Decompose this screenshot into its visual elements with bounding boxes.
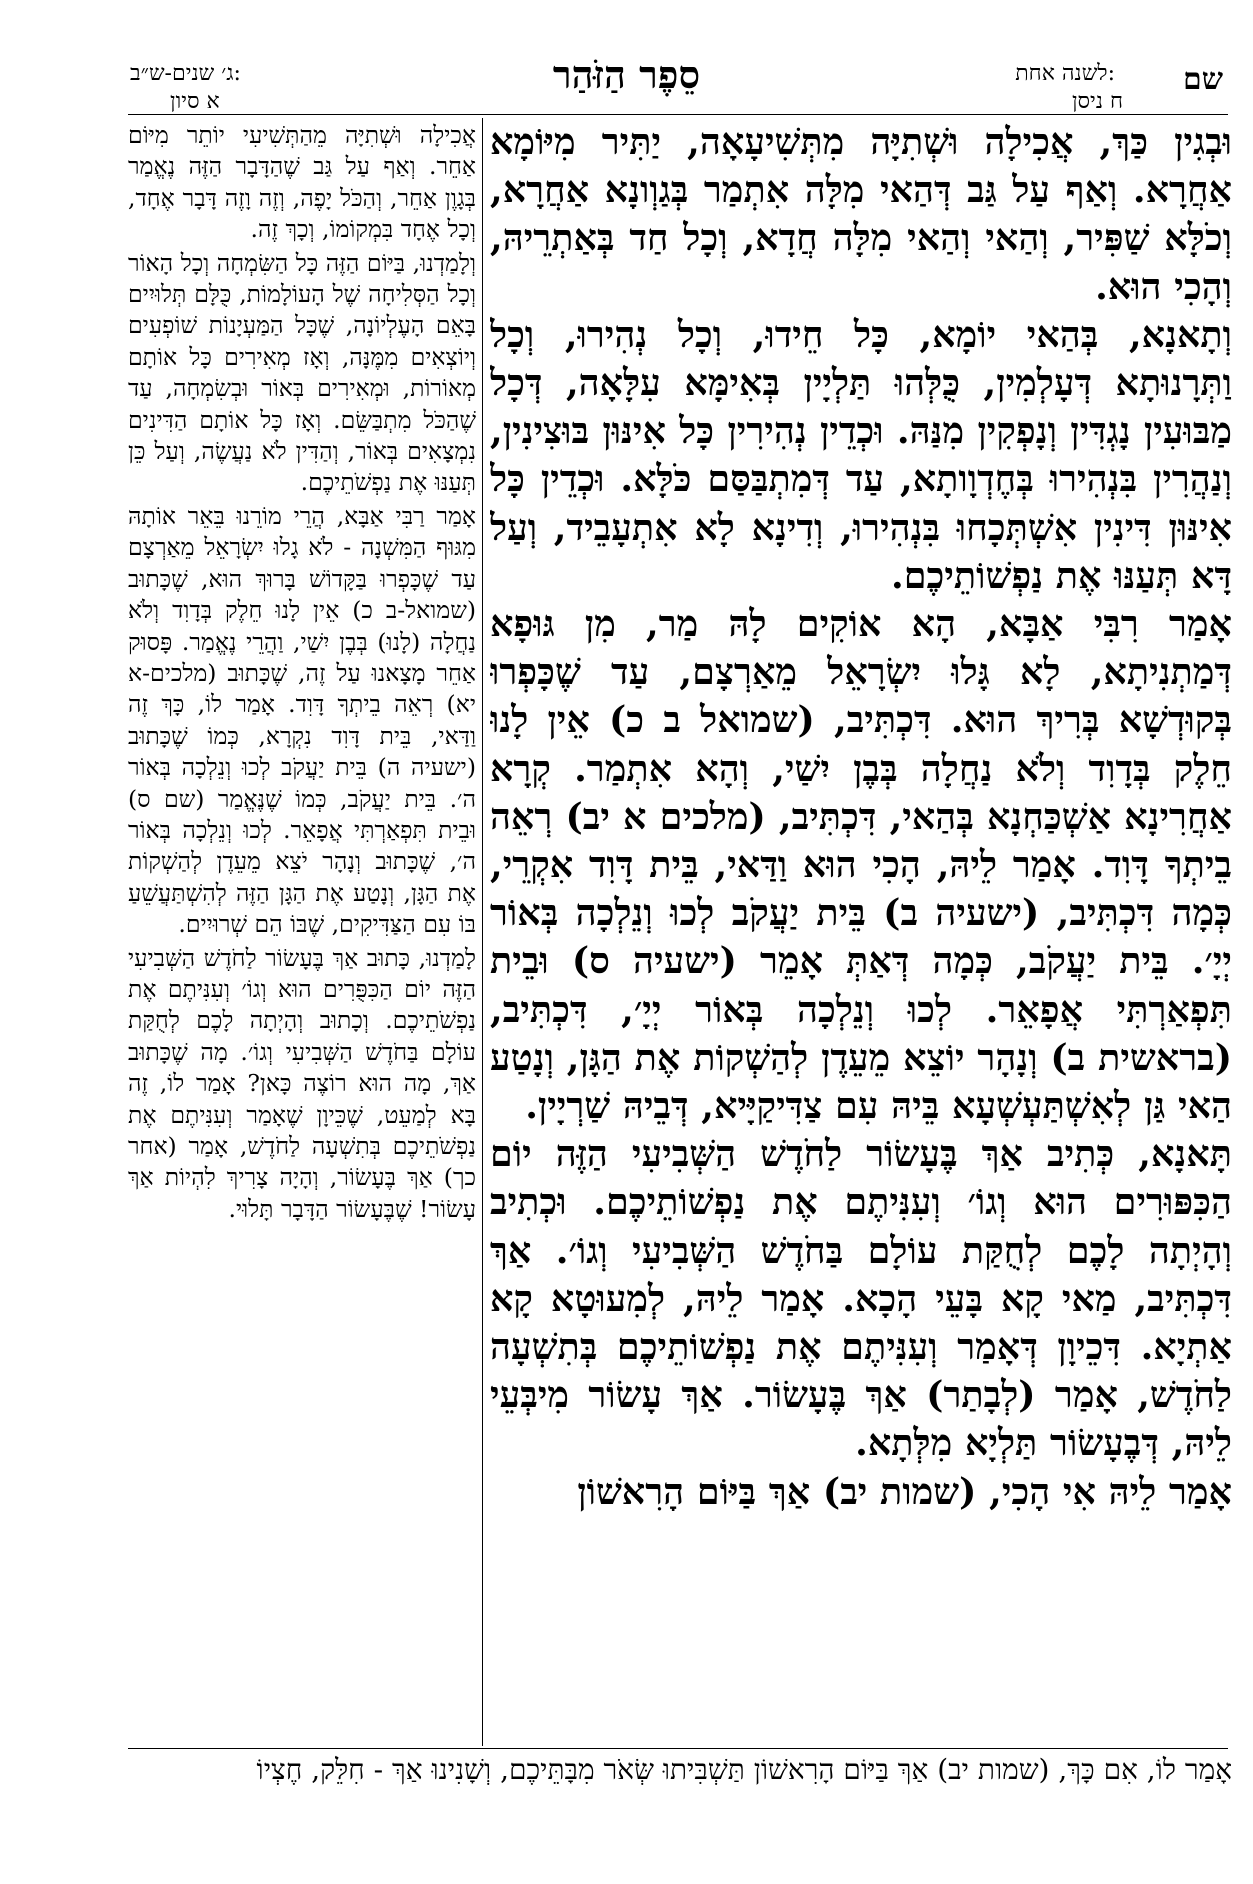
translation-paragraph: וְלָמַדְנוּ, בַּיּוֹם הַזֶּה כָּל הַשִּׂמְחָה וְכָל הָאוֹר וְכָל הַסְּלִיחָה שֶׁל הָעוֹלָמוֹת, כֻּלָּם תְּלוּיִים בָּאֵם הָעֶלְיוֹנָה, שֶׁכָּל הַמַּעְיָנוֹת שׁוֹפְעִים וְיוֹצְאִים מִמֶּנָּה, וְאָז מְאִירִים כָּל אוֹתָם מְאוֹרוֹת, וּמְאִירִים בְּאוֹר וּבְשִׂמְחָה, עַד שֶׁהַכֹּל מִתְבַּשֵּׂם. וְאָז כָּל אוֹתָם הַדִּינִים נִמְצָאִים בְּאוֹר, וְהַדִּין לֹא נַעֲשֶׂה, וְעַל כֵּן תְּעַנּוּ אֶת נַפְשֹׁתֵיכֶם. (128, 248, 476, 497)
main-paragraph: אָמַר לֵיהּ אִי הָכִי, (שמות יב) אַךְ בַּיּוֹם הָרִאשׁוֹן (577, 1469, 1232, 1513)
main-paragraph: תָּאנָא, כְּתִיב אַךְ בֶּעָשׂוֹר לַחֹדֶשׁ הַשְּׁבִיעִי הַזֶּה יוֹם הַכִּפּוּרִים הוּא וְגוֹ׳ וְעִנִּיתֶם אֶת נַפְשׁוֹתֵיכֶם. וּכְתִיב וְהָיְתָה לָכֶם לְחֻקַּת עוֹלָם בַּחֹדֶשׁ הַשְּׁבִיעִי וְגוֹ׳. אַךְ דִּכְתִּיב, מַאי קָא בָּעֵי הָכָא. אָמַר לֵיהּ, לְמִעוּטָא קָא אַתְיָא. דִּכֵיוָן דְּאָמַר וְעִנִּיתֶם אֶת נַפְשׁוֹתֵיכֶם בְּתִשְׁעָה לַחֹדֶשׁ, אָמַר (לְבָתַר) אַךְ בֶּעָשׂוֹר. אַךְ עָשׂוֹר מִיבְּעֵי לֵיהּ, דְּבֶעָשׂוֹר תַּלְיָא מִלְּתָא. (490, 1132, 1232, 1465)
date-one-year: ח ניסן (1071, 89, 1123, 114)
header-rule (128, 114, 1228, 115)
date-three-years: א סיון (170, 89, 220, 114)
main-paragraph: וּבְגִין כַּךְ, אֲכִילָה וּשְׁתִיָּה מִתְּשִׁיעָאָה, יַתִּיר מִיּוֹמָא אַחֲרָא. וְאַף עַל גַּב דְּהַאי מִלָּה אִתְמַר בְּגַוְונָא אַחֲרָא, וְכֹלָּא שַׁפִּיר, וְהַאי וְהַאי מִלָּה חֲדָא, וְכָל חַד בְּאַתְרֵיהּ, וְהָכִי הוּא. (490, 120, 1232, 308)
main-paragraph: וְתָאנָא, בְּהַאי יוֹמָא, כָּל חֵידוּ, וְכָל נְהִירוּ, וְכָל וַתְּרָנוּתָא דְּעָלְמִין, כֻּלְּהוּ תַּלְיָין בְּאִימָּא עִלָּאָה, דְּכָל מַבּוּעִין נָגְדִּין וְנָפְקִין מִנַּהּ. וּכְדֵין נְהִירִין כָּל אִינּוּן בּוּצִינִין, וְנַהֲרִין בִּנְהִירוּ בְּחֶדְוָותָא, עַד דְּמִתְבַּסַּם כֹּלָּא. וּכְדֵין כָּל אִינּוּן דִּינִין אִשְׁתְּכָחוּ בִּנְהִירוּ, וְדִינָא לָא אִתְעָבֵיד, וְעַל דָּא תְּעַנּוּ אֶת נַפְשׁוֹתֵיכֶם. (490, 312, 1232, 597)
footer-continuation: אָמַר לוֹ, אִם כָּךְ, (שמות יב) אַךְ בַּיּוֹם הָרִאשׁוֹן תַּשְׁבִּיתוּ שְּׂאֹר מִבָּתֵּיכֶם, וְשָׁנִינוּ אַךְ - חִלֵּק, חֶצְיוֹ (256, 1753, 1232, 1786)
schedule-one-year: לשנה אחת: (1015, 61, 1115, 86)
translation-paragraph: אֲכִילָה וּשְׁתִיָּה מֵהַתְּשִׁיעִי יוֹתֵר מִיּוֹם אַחֵר. וְאַף עַל גַּב שֶׁהַדָּבָר הַזֶּה נֶאֱמַר בְּגָוֶן אַחֵר, וְהַכֹּל יָפֶה, וְזֶה וָזֶה דָּבָר אֶחָד, וְכָל אֶחָד בִּמְקוֹמוֹ, וְכָךְ זֶה. (128, 121, 476, 244)
page-title: סֵפֶר הַזֹּהַר (552, 52, 701, 97)
main-paragraph: אָמַר רִבִּי אַבָּא, הָא אוֹקִים לָהּ מַר, מִן גּוּפָא דְּמַתְנִיתָא, לָא גָּלוּ יִשְׂרָאֵל מֵאַרְצָם, עַד שֶׁכָּפְרוּ בְּקוּדְשָׁא בְּרִיךְ הוּא. דִּכְתִּיב, (שמואל ב כ) אֵין לָנוּ חֵלֶק בְּדָוִד וְלֹא נַחֲלָה בְּבֶן יִשַׁי, וְהָא אִתְמַר. קְרָא אַחֲרִינָא אַשְׁכַּחְנָא בְּהַאי, דִּכְתִּיב, (מלכים א יב) רְאֵה בֵיתְךָ דָּוִד. אָמַר לֵיהּ, הָכִי הוּא וַדַּאי, בֵּית דָּוִד אִקְרֵי, כְּמָה דִּכְתִּיב, (ישעיה ב) בֵּית יַעֲקֹב לְכוּ וְנֵלְכָה בְּאוֹר יְיָ׳. בֵּית יַעֲקֹב, כְּמָה דְּאַתְּ אָמֵר (ישעיה ס) וּבֵית תִּפְאַרְתִּי אֲפָאֵר. לְכוּ וְנֵלְכָה בְּאוֹר יְיָ׳, דִּכְתִּיב, (בראשית ב) וְנָהָר יוֹצֵא מֵעֵדֶן לְהַשְׁקוֹת אֶת הַגָּן, וְנָטַע הַאי גַּן לְאִשְׁתַּעְשְׁעָא בֵּיהּ עִם צַדִּיקַיָּיא, דְּבֵיהּ שַׁרְיָין. (490, 602, 1232, 1128)
translation-paragraph: אָמַר רַבִּי אַבָּא, הֲרֵי מוֹרֵנוּ בֵּאֵר אוֹתָהּ מִגּוּף הַמִּשְׁנָה - לֹא גָלוּ יִשְׂרָאֵל מֵאַרְצָם עַד שֶׁכָּפְרוּ בַּקָּדוֹשׁ בָּרוּךְ הוּא, שֶׁכָּתוּב (שמואל-ב כ) אֵין לָנוּ חֵלֶק בְּדָוִד וְלֹא נַחֲלָה (לָנוּ) בְּבֶן יִשַׁי, וַהֲרֵי נֶאֱמַר. פָּסוּק אַחֵר מָצָאנוּ עַל זֶה, שֶׁכָּתוּב (מלכים-א יא) רְאֵה בֵיתְךָ דָּוִד. אָמַר לוֹ, כָּךְ זֶה וַדַּאי, בֵּית דָּוִד נִקְרָא, כְּמוֹ שֶׁכָּתוּב (ישעיה ה) בֵּית יַעֲקֹב לְכוּ וְנֵלְכָה בְּאוֹר ה׳. בֵּית יַעֲקֹב, כְּמוֹ שֶׁנֶּאֱמַר (שם ס) וּבֵית תִּפְאַרְתִּי אֲפָאֵר. לְכוּ וְנֵלְכָה בְּאוֹר ה׳, שֶׁכָּתוּב וְנָהָר יֹצֵא מֵעֵדֶן לְהַשְׁקוֹת אֶת הַגָּן, וְנָטַע אֶת הַגָּן הַזֶּה לְהִשְׁתַּעֲשֵׁעַ בּוֹ עִם הַצַּדִּיקִים, שֶׁבּוֹ הֵם שְׁרוּיִים. (128, 501, 476, 939)
portion-name: שם (1183, 62, 1223, 97)
schedule-three-years: ג׳ שנים-ש״ב: (130, 61, 241, 86)
column-divider (482, 118, 483, 1746)
footer-rule (128, 1748, 1228, 1749)
main-text-column (490, 118, 1232, 1746)
translation-column (128, 120, 476, 1746)
translation-paragraph: לָמַדְנוּ, כָּתוּב אַךְ בֶּעָשׂוֹר לַחֹדֶשׁ הַשְּׁבִיעִי הַזֶּה יוֹם הַכִּפֻּרִים הוּא וְגוֹ׳ וְעִנִּיתֶם אֶת נַפְשֹׁתֵיכֶם. וְכָתוּב וְהָיְתָה לָכֶם לְחֻקַּת עוֹלָם בַּחֹדֶשׁ הַשְּׁבִיעִי וְגוֹ׳. מָה שֶׁכָּתוּב אַךְ, מָה הוּא רוֹצֶה כָּאן? אָמַר לוֹ, זֶה בָּא לְמַעֵט, שֶׁכֵּיוָן שֶׁאָמַר וְעִנִּיתֶם אֶת נַפְשֹׁתֵיכֶם בְּתִשְׁעָה לַחֹדֶשׁ, אָמַר (אחר כך) אַךְ בֶּעָשׂוֹר, וְהָיָה צָרִיךְ לִהְיוֹת אַךְ עָשׂוֹר! שֶׁבֶּעָשׂוֹר הַדָּבָר תָּלוּי. (128, 943, 476, 1223)
